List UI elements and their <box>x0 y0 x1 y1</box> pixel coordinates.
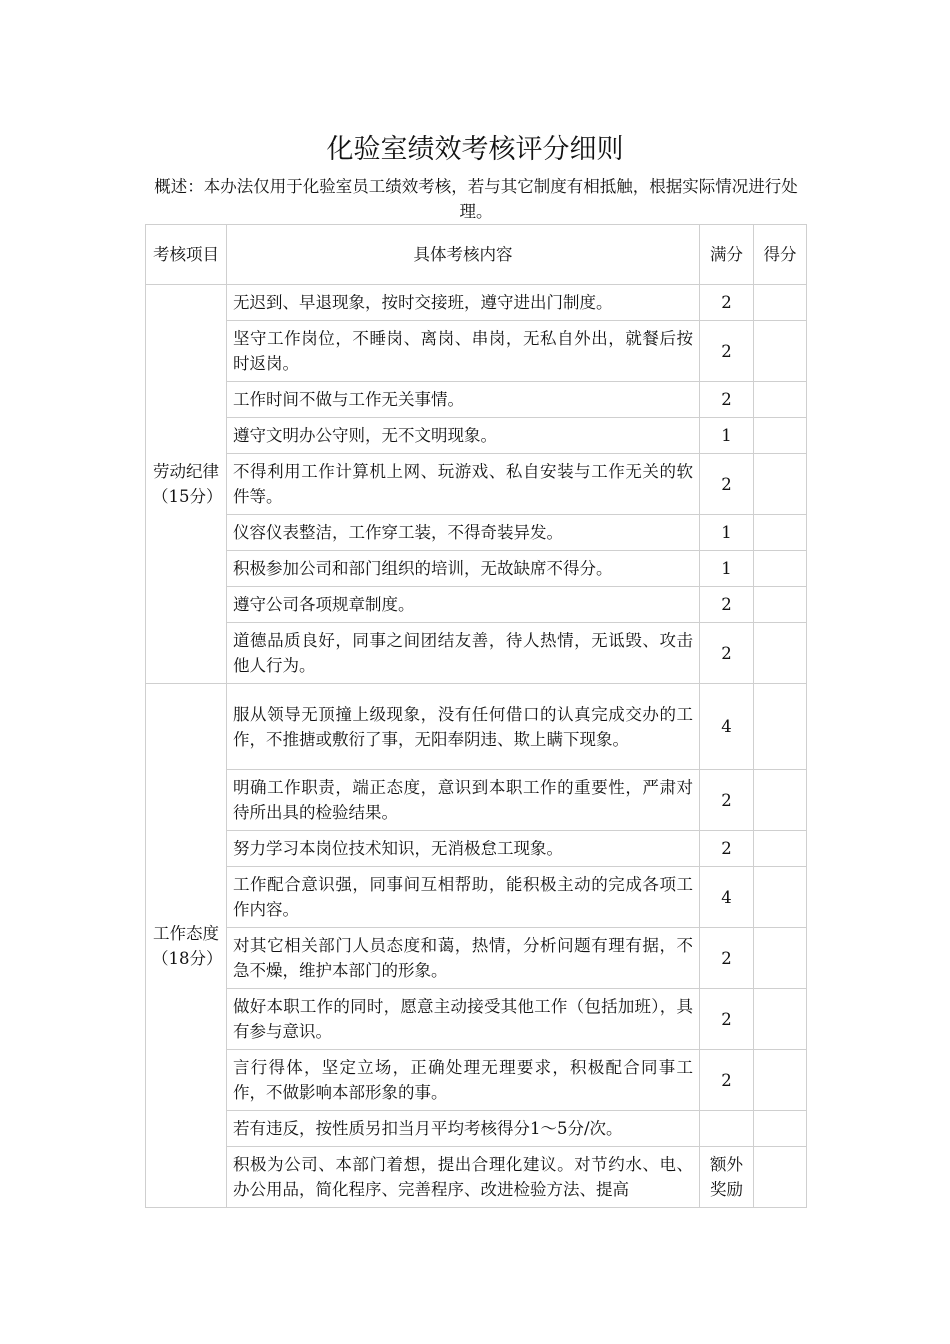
criteria-text: 不得利用工作计算机上网、玩游戏、私自安装与工作无关的软件等。 <box>227 454 700 515</box>
criteria-text: 做好本职工作的同时，愿意主动接受其他工作（包括加班），具有参与意识。 <box>227 989 700 1050</box>
table-row <box>146 515 807 551</box>
category-cell <box>146 684 227 1208</box>
table-row <box>146 684 807 770</box>
full-score-cell: 额外奖励 <box>700 1147 754 1208</box>
criteria-text: 努力学习本岗位技术知识，无消极怠工现象。 <box>227 831 700 867</box>
table-row <box>146 321 807 382</box>
score-cell[interactable] <box>754 867 807 928</box>
criteria-text: 对其它相关部门人员态度和蔼，热情，分析问题有理有据，不急不燥，维护本部门的形象。 <box>227 928 700 989</box>
category-name: 工作态度 <box>153 923 219 943</box>
criteria-text: 工作配合意识强，同事间互相帮助，能积极主动的完成各项工作内容。 <box>227 867 700 928</box>
table-row <box>146 989 807 1050</box>
table-body <box>146 285 807 1208</box>
header-score: 得分 <box>754 225 807 285</box>
table-row <box>146 587 807 623</box>
full-score-cell <box>700 1111 754 1147</box>
criteria-text: 坚守工作岗位，不睡岗、离岗、串岗，无私自外出，就餐后按时返岗。 <box>227 321 700 382</box>
table-row <box>146 551 807 587</box>
page-title: 化验室绩效考核评分细则 <box>326 134 624 165</box>
table-row <box>146 623 807 684</box>
category-points: （18分） <box>152 948 223 968</box>
header-item: 考核项目 <box>146 225 227 285</box>
score-cell[interactable] <box>754 1111 807 1147</box>
full-score-cell: 2 <box>700 928 754 989</box>
criteria-text: 仪容仪表整洁，工作穿工装，不得奇装异发。 <box>227 515 700 551</box>
table-row <box>146 454 807 515</box>
table-row <box>146 770 807 831</box>
full-score-cell: 2 <box>700 623 754 684</box>
category-cell <box>146 285 227 684</box>
table-row <box>146 382 807 418</box>
criteria-text: 无迟到、早退现象，按时交接班，遵守进出门制度。 <box>227 285 700 321</box>
full-score-cell: 4 <box>700 684 754 770</box>
table-row <box>146 1050 807 1111</box>
full-score-cell: 2 <box>700 285 754 321</box>
score-cell[interactable] <box>754 623 807 684</box>
score-cell[interactable] <box>754 587 807 623</box>
score-cell[interactable] <box>754 285 807 321</box>
full-score-cell: 2 <box>700 831 754 867</box>
full-score-cell: 2 <box>700 382 754 418</box>
full-score-cell: 2 <box>700 989 754 1050</box>
criteria-text: 明确工作职责，端正态度，意识到本职工作的重要性，严肃对待所出具的检验结果。 <box>227 770 700 831</box>
full-score-cell: 2 <box>700 770 754 831</box>
table-row <box>146 285 807 321</box>
score-cell[interactable] <box>754 831 807 867</box>
table-row <box>146 1111 807 1147</box>
header-content: 具体考核内容 <box>227 225 700 285</box>
full-score-cell: 1 <box>700 515 754 551</box>
score-cell[interactable] <box>754 770 807 831</box>
score-cell[interactable] <box>754 454 807 515</box>
score-cell[interactable] <box>754 382 807 418</box>
table-row <box>146 928 807 989</box>
full-score-cell: 2 <box>700 321 754 382</box>
table-row <box>146 831 807 867</box>
score-cell[interactable] <box>754 684 807 770</box>
score-cell[interactable] <box>754 1147 807 1208</box>
table-header-row <box>146 225 807 285</box>
full-score-cell: 2 <box>700 1050 754 1111</box>
assessment-table <box>145 224 807 1208</box>
table-row <box>146 867 807 928</box>
full-score-cell: 2 <box>700 587 754 623</box>
score-cell[interactable] <box>754 989 807 1050</box>
full-score-cell: 4 <box>700 867 754 928</box>
header-full-score: 满分 <box>700 225 754 285</box>
criteria-text: 若有违反，按性质另扣当月平均考核得分1～5分/次。 <box>227 1111 700 1147</box>
score-cell[interactable] <box>754 515 807 551</box>
category-points: （15分） <box>152 487 223 506</box>
criteria-text: 遵守文明办公守则，无不文明现象。 <box>227 418 700 454</box>
full-score-cell: 1 <box>700 551 754 587</box>
criteria-text: 道德品质良好，同事之间团结友善，待人热情，无诋毁、攻击他人行为。 <box>227 623 700 684</box>
table-row <box>146 418 807 454</box>
full-score-cell: 1 <box>700 418 754 454</box>
overview-text: 概述：本办法仅用于化验室员工绩效考核，若与其它制度有相抵触，根据实际情况进行处理。 <box>154 177 798 221</box>
category-name: 劳动纪律 <box>153 462 219 481</box>
full-score-cell: 2 <box>700 454 754 515</box>
score-cell[interactable] <box>754 321 807 382</box>
score-cell[interactable] <box>754 551 807 587</box>
score-cell[interactable] <box>754 418 807 454</box>
criteria-text: 服从领导无顶撞上级现象，没有任何借口的认真完成交办的工作，不推搪或敷衍了事，无阳奉阴违、欺上瞒下现象。 <box>227 684 700 770</box>
criteria-text: 工作时间不做与工作无关事情。 <box>227 382 700 418</box>
criteria-text: 积极参加公司和部门组织的培训，无故缺席不得分。 <box>227 551 700 587</box>
criteria-text: 言行得体，坚定立场，正确处理无理要求，积极配合同事工作，不做影响本部形象的事。 <box>227 1050 700 1111</box>
score-cell[interactable] <box>754 1050 807 1111</box>
table-row <box>146 1147 807 1208</box>
score-cell[interactable] <box>754 928 807 989</box>
criteria-text: 遵守公司各项规章制度。 <box>227 587 700 623</box>
criteria-text: 积极为公司、本部门着想，提出合理化建议。对节约水、电、办公用品，简化程序、完善程序、改进检验方法、提高 <box>227 1147 700 1208</box>
